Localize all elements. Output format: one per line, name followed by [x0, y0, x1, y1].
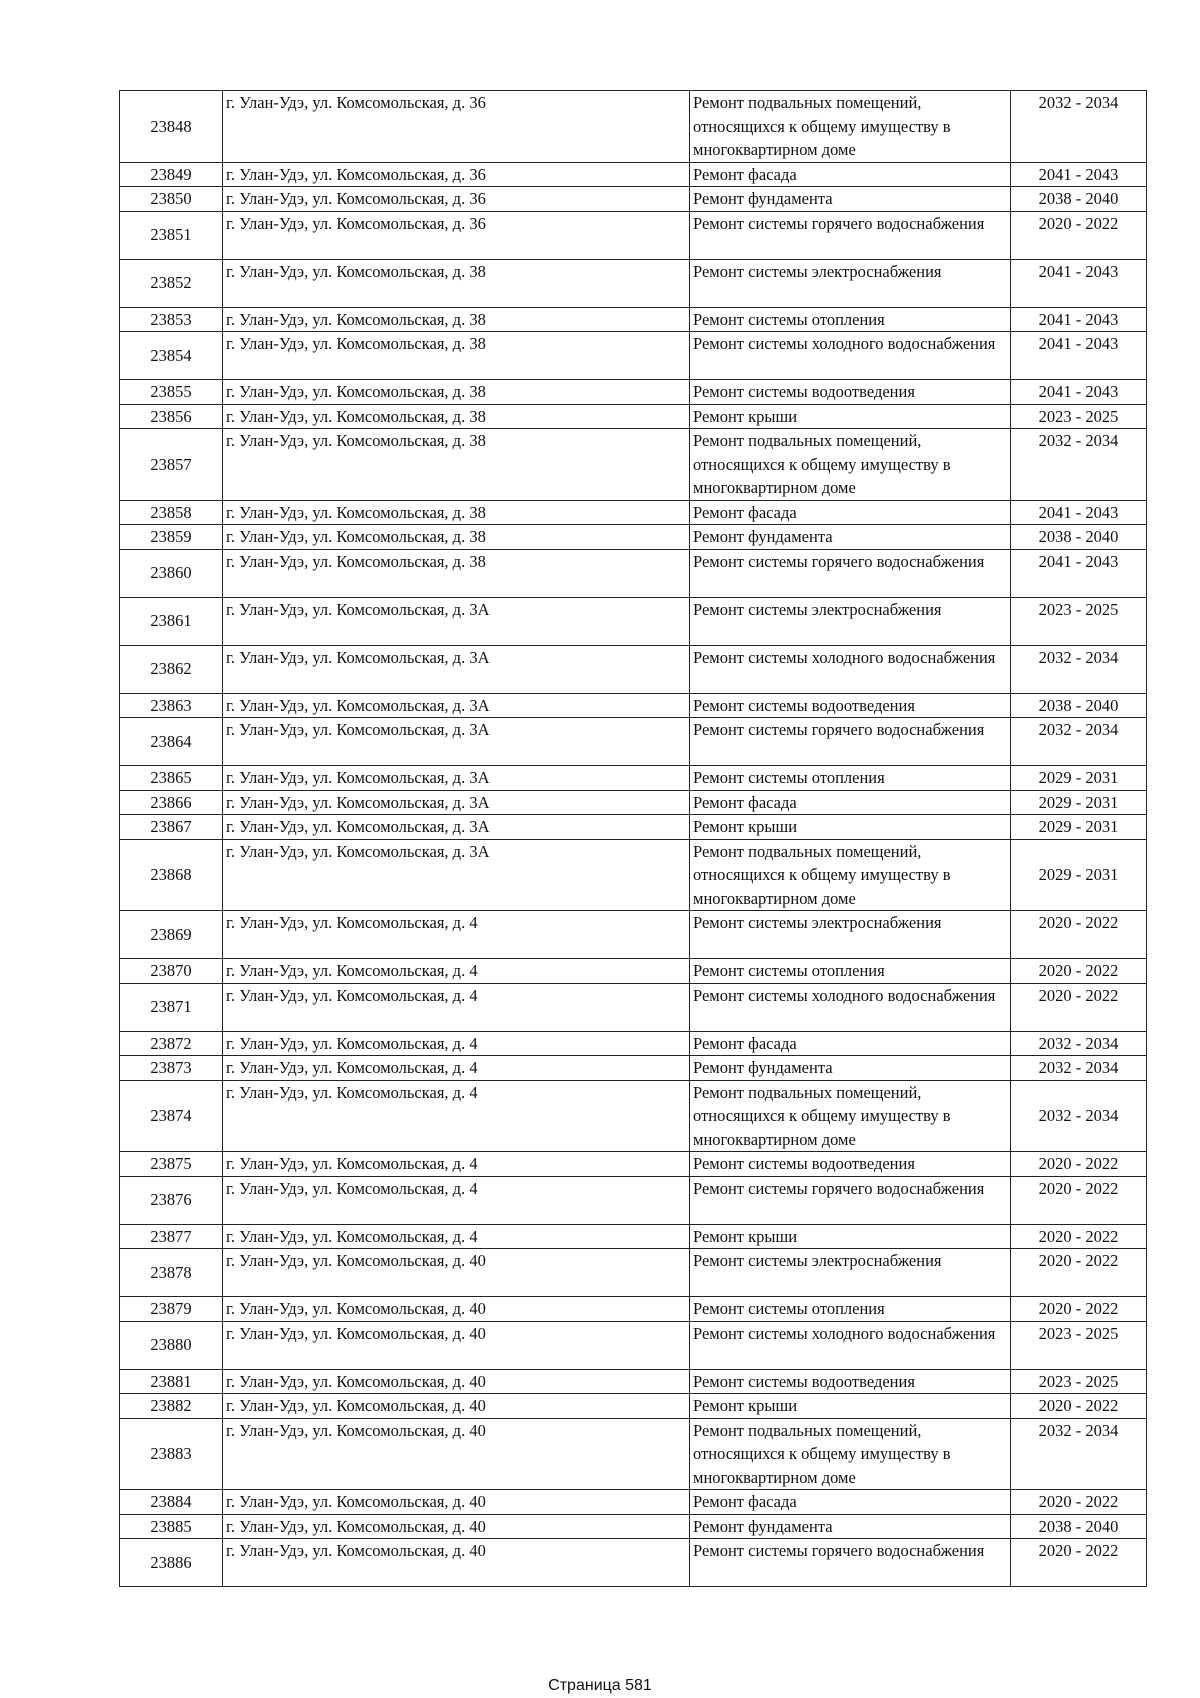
table-row	[120, 259, 1147, 307]
row-period: 2029 - 2031	[1011, 790, 1147, 815]
row-address: г. Улан-Удэ, ул. Комсомольская, д. 4	[223, 911, 690, 959]
row-period: 2029 - 2031	[1011, 839, 1147, 911]
table-row	[120, 380, 1147, 405]
table-row	[120, 983, 1147, 1031]
row-address: г. Улан-Удэ, ул. Комсомольская, д. 4	[223, 1080, 690, 1152]
row-work-type: Ремонт фасада	[690, 500, 1011, 525]
row-period: 2041 - 2043	[1011, 162, 1147, 187]
row-address: г. Улан-Удэ, ул. Комсомольская, д. 38	[223, 429, 690, 501]
row-work-type: Ремонт крыши	[690, 1394, 1011, 1419]
table-row	[120, 187, 1147, 212]
row-period: 2023 - 2025	[1011, 1321, 1147, 1369]
table-row	[120, 1249, 1147, 1297]
page-number: Страница 581	[548, 1677, 652, 1694]
row-work-type: Ремонт подвальных помещений, относящихся к общему имуществу в многоквартирном доме	[690, 1418, 1011, 1490]
table-row	[120, 1394, 1147, 1419]
row-id: 23859	[120, 525, 223, 550]
table-row	[120, 718, 1147, 766]
row-period: 2041 - 2043	[1011, 259, 1147, 307]
table-row	[120, 839, 1147, 911]
table-row	[120, 429, 1147, 501]
row-work-type: Ремонт крыши	[690, 1224, 1011, 1249]
row-id: 23873	[120, 1056, 223, 1081]
table-row	[120, 307, 1147, 332]
row-period: 2032 - 2034	[1011, 718, 1147, 766]
table-row	[120, 332, 1147, 380]
row-address: г. Улан-Удэ, ул. Комсомольская, д. 3А	[223, 839, 690, 911]
row-period: 2041 - 2043	[1011, 500, 1147, 525]
row-period: 2020 - 2022	[1011, 1394, 1147, 1419]
row-address: г. Улан-Удэ, ул. Комсомольская, д. 40	[223, 1514, 690, 1539]
row-work-type: Ремонт системы холодного водоснабжения	[690, 983, 1011, 1031]
row-address: г. Улан-Удэ, ул. Комсомольская, д. 4	[223, 1056, 690, 1081]
row-period: 2020 - 2022	[1011, 1490, 1147, 1515]
table-row	[120, 597, 1147, 645]
row-address: г. Улан-Удэ, ул. Комсомольская, д. 3А	[223, 718, 690, 766]
row-id: 23860	[120, 549, 223, 597]
row-address: г. Улан-Удэ, ул. Комсомольская, д. 36	[223, 91, 690, 163]
table-body	[120, 91, 1147, 1587]
row-work-type: Ремонт подвальных помещений, относящихся к общему имуществу в многоквартирном доме	[690, 1080, 1011, 1152]
row-id: 23864	[120, 718, 223, 766]
row-address: г. Улан-Удэ, ул. Комсомольская, д. 40	[223, 1539, 690, 1587]
row-address: г. Улан-Удэ, ул. Комсомольская, д. 3А	[223, 790, 690, 815]
table-row	[120, 1080, 1147, 1152]
row-address: г. Улан-Удэ, ул. Комсомольская, д. 38	[223, 525, 690, 550]
row-work-type: Ремонт системы водоотведения	[690, 1369, 1011, 1394]
row-work-type: Ремонт фундамента	[690, 1514, 1011, 1539]
table-row	[120, 815, 1147, 840]
row-work-type: Ремонт системы отопления	[690, 766, 1011, 791]
row-id: 23879	[120, 1297, 223, 1322]
row-work-type: Ремонт подвальных помещений, относящихся к общему имуществу в многоквартирном доме	[690, 429, 1011, 501]
row-id: 23876	[120, 1176, 223, 1224]
works-table	[119, 90, 1147, 1587]
row-work-type: Ремонт системы отопления	[690, 1297, 1011, 1322]
row-address: г. Улан-Удэ, ул. Комсомольская, д. 38	[223, 307, 690, 332]
row-address: г. Улан-Удэ, ул. Комсомольская, д. 38	[223, 332, 690, 380]
row-address: г. Улан-Удэ, ул. Комсомольская, д. 4	[223, 983, 690, 1031]
row-address: г. Улан-Удэ, ул. Комсомольская, д. 40	[223, 1369, 690, 1394]
row-period: 2041 - 2043	[1011, 332, 1147, 380]
row-address: г. Улан-Удэ, ул. Комсомольская, д. 40	[223, 1394, 690, 1419]
row-work-type: Ремонт крыши	[690, 815, 1011, 840]
row-work-type: Ремонт крыши	[690, 404, 1011, 429]
row-id: 23852	[120, 259, 223, 307]
row-id: 23886	[120, 1539, 223, 1587]
row-period: 2020 - 2022	[1011, 911, 1147, 959]
table-row	[120, 1224, 1147, 1249]
table-row	[120, 1297, 1147, 1322]
row-period: 2041 - 2043	[1011, 307, 1147, 332]
table-row	[120, 1490, 1147, 1515]
row-period: 2038 - 2040	[1011, 693, 1147, 718]
row-period: 2020 - 2022	[1011, 1152, 1147, 1177]
row-period: 2038 - 2040	[1011, 1514, 1147, 1539]
row-work-type: Ремонт системы горячего водоснабжения	[690, 718, 1011, 766]
row-id: 23885	[120, 1514, 223, 1539]
row-address: г. Улан-Удэ, ул. Комсомольская, д. 36	[223, 187, 690, 212]
row-address: г. Улан-Удэ, ул. Комсомольская, д. 36	[223, 211, 690, 259]
row-work-type: Ремонт системы водоотведения	[690, 380, 1011, 405]
table-row	[120, 500, 1147, 525]
row-work-type: Ремонт системы холодного водоснабжения	[690, 332, 1011, 380]
table-row	[120, 1321, 1147, 1369]
row-period: 2029 - 2031	[1011, 766, 1147, 791]
row-address: г. Улан-Удэ, ул. Комсомольская, д. 3А	[223, 645, 690, 693]
row-address: г. Улан-Удэ, ул. Комсомольская, д. 4	[223, 1224, 690, 1249]
row-work-type: Ремонт системы горячего водоснабжения	[690, 1539, 1011, 1587]
row-id: 23882	[120, 1394, 223, 1419]
row-work-type: Ремонт системы горячего водоснабжения	[690, 1176, 1011, 1224]
table-row	[120, 1152, 1147, 1177]
table-row	[120, 211, 1147, 259]
row-period: 2020 - 2022	[1011, 1176, 1147, 1224]
row-id: 23874	[120, 1080, 223, 1152]
row-period: 2032 - 2034	[1011, 1080, 1147, 1152]
row-id: 23878	[120, 1249, 223, 1297]
row-period: 2038 - 2040	[1011, 187, 1147, 212]
row-id: 23877	[120, 1224, 223, 1249]
table-row	[120, 525, 1147, 550]
row-work-type: Ремонт системы горячего водоснабжения	[690, 211, 1011, 259]
row-id: 23880	[120, 1321, 223, 1369]
row-id: 23858	[120, 500, 223, 525]
row-work-type: Ремонт системы отопления	[690, 307, 1011, 332]
row-work-type: Ремонт системы электроснабжения	[690, 597, 1011, 645]
row-address: г. Улан-Удэ, ул. Комсомольская, д. 40	[223, 1249, 690, 1297]
row-work-type: Ремонт фасада	[690, 162, 1011, 187]
table-row	[120, 1514, 1147, 1539]
row-address: г. Улан-Удэ, ул. Комсомольская, д. 38	[223, 500, 690, 525]
row-work-type: Ремонт подвальных помещений, относящихся к общему имуществу в многоквартирном доме	[690, 839, 1011, 911]
row-period: 2023 - 2025	[1011, 404, 1147, 429]
row-id: 23884	[120, 1490, 223, 1515]
row-id: 23862	[120, 645, 223, 693]
row-period: 2032 - 2034	[1011, 1418, 1147, 1490]
table-row	[120, 790, 1147, 815]
row-address: г. Улан-Удэ, ул. Комсомольская, д. 3А	[223, 597, 690, 645]
row-id: 23866	[120, 790, 223, 815]
row-work-type: Ремонт системы электроснабжения	[690, 911, 1011, 959]
row-period: 2032 - 2034	[1011, 1031, 1147, 1056]
row-id: 23872	[120, 1031, 223, 1056]
row-work-type: Ремонт подвальных помещений, относящихся к общему имуществу в многоквартирном доме	[690, 91, 1011, 163]
row-period: 2041 - 2043	[1011, 380, 1147, 405]
row-period: 2020 - 2022	[1011, 1224, 1147, 1249]
row-id: 23848	[120, 91, 223, 163]
row-address: г. Улан-Удэ, ул. Комсомольская, д. 4	[223, 959, 690, 984]
table-row	[120, 1369, 1147, 1394]
row-period: 2038 - 2040	[1011, 525, 1147, 550]
row-address: г. Улан-Удэ, ул. Комсомольская, д. 38	[223, 404, 690, 429]
row-address: г. Улан-Удэ, ул. Комсомольская, д. 40	[223, 1490, 690, 1515]
row-period: 2032 - 2034	[1011, 1056, 1147, 1081]
row-work-type: Ремонт фундамента	[690, 187, 1011, 212]
row-work-type: Ремонт системы горячего водоснабжения	[690, 549, 1011, 597]
row-address: г. Улан-Удэ, ул. Комсомольская, д. 40	[223, 1418, 690, 1490]
row-period: 2020 - 2022	[1011, 1539, 1147, 1587]
row-period: 2032 - 2034	[1011, 429, 1147, 501]
row-work-type: Ремонт фундамента	[690, 1056, 1011, 1081]
row-address: г. Улан-Удэ, ул. Комсомольская, д. 3А	[223, 693, 690, 718]
row-work-type: Ремонт системы водоотведения	[690, 693, 1011, 718]
row-period: 2020 - 2022	[1011, 959, 1147, 984]
row-work-type: Ремонт фундамента	[690, 525, 1011, 550]
row-work-type: Ремонт фасада	[690, 790, 1011, 815]
row-address: г. Улан-Удэ, ул. Комсомольская, д. 40	[223, 1321, 690, 1369]
table-row	[120, 766, 1147, 791]
row-id: 23869	[120, 911, 223, 959]
table-row	[120, 91, 1147, 163]
table-row	[120, 1539, 1147, 1587]
row-id: 23856	[120, 404, 223, 429]
row-address: г. Улан-Удэ, ул. Комсомольская, д. 3А	[223, 766, 690, 791]
row-id: 23849	[120, 162, 223, 187]
row-address: г. Улан-Удэ, ул. Комсомольская, д. 4	[223, 1031, 690, 1056]
row-id: 23875	[120, 1152, 223, 1177]
row-period: 2032 - 2034	[1011, 91, 1147, 163]
row-work-type: Ремонт фасада	[690, 1490, 1011, 1515]
row-work-type: Ремонт системы холодного водоснабжения	[690, 1321, 1011, 1369]
row-period: 2032 - 2034	[1011, 645, 1147, 693]
row-work-type: Ремонт системы электроснабжения	[690, 1249, 1011, 1297]
row-period: 2023 - 2025	[1011, 597, 1147, 645]
row-work-type: Ремонт системы электроснабжения	[690, 259, 1011, 307]
table-row	[120, 1031, 1147, 1056]
row-id: 23868	[120, 839, 223, 911]
row-period: 2029 - 2031	[1011, 815, 1147, 840]
row-period: 2020 - 2022	[1011, 983, 1147, 1031]
row-period: 2020 - 2022	[1011, 211, 1147, 259]
row-address: г. Улан-Удэ, ул. Комсомольская, д. 4	[223, 1152, 690, 1177]
row-id: 23851	[120, 211, 223, 259]
table-row	[120, 1176, 1147, 1224]
row-address: г. Улан-Удэ, ул. Комсомольская, д. 40	[223, 1297, 690, 1322]
row-address: г. Улан-Удэ, ул. Комсомольская, д. 38	[223, 549, 690, 597]
row-id: 23857	[120, 429, 223, 501]
row-work-type: Ремонт системы водоотведения	[690, 1152, 1011, 1177]
row-id: 23871	[120, 983, 223, 1031]
row-id: 23870	[120, 959, 223, 984]
table-row	[120, 911, 1147, 959]
row-id: 23883	[120, 1418, 223, 1490]
table-row	[120, 162, 1147, 187]
table-row	[120, 404, 1147, 429]
table-row	[120, 645, 1147, 693]
row-period: 2041 - 2043	[1011, 549, 1147, 597]
table-row	[120, 549, 1147, 597]
row-id: 23854	[120, 332, 223, 380]
table-row	[120, 693, 1147, 718]
row-address: г. Улан-Удэ, ул. Комсомольская, д. 4	[223, 1176, 690, 1224]
row-work-type: Ремонт системы отопления	[690, 959, 1011, 984]
row-id: 23881	[120, 1369, 223, 1394]
row-id: 23865	[120, 766, 223, 791]
row-id: 23861	[120, 597, 223, 645]
row-id: 23853	[120, 307, 223, 332]
row-address: г. Улан-Удэ, ул. Комсомольская, д. 38	[223, 259, 690, 307]
row-period: 2023 - 2025	[1011, 1369, 1147, 1394]
row-id: 23863	[120, 693, 223, 718]
row-address: г. Улан-Удэ, ул. Комсомольская, д. 38	[223, 380, 690, 405]
row-address: г. Улан-Удэ, ул. Комсомольская, д. 3А	[223, 815, 690, 840]
row-work-type: Ремонт фасада	[690, 1031, 1011, 1056]
row-period: 2020 - 2022	[1011, 1297, 1147, 1322]
row-id: 23850	[120, 187, 223, 212]
row-id: 23855	[120, 380, 223, 405]
row-id: 23867	[120, 815, 223, 840]
table-row	[120, 1056, 1147, 1081]
table-row	[120, 1418, 1147, 1490]
table-row	[120, 959, 1147, 984]
row-address: г. Улан-Удэ, ул. Комсомольская, д. 36	[223, 162, 690, 187]
row-work-type: Ремонт системы холодного водоснабжения	[690, 645, 1011, 693]
row-period: 2020 - 2022	[1011, 1249, 1147, 1297]
